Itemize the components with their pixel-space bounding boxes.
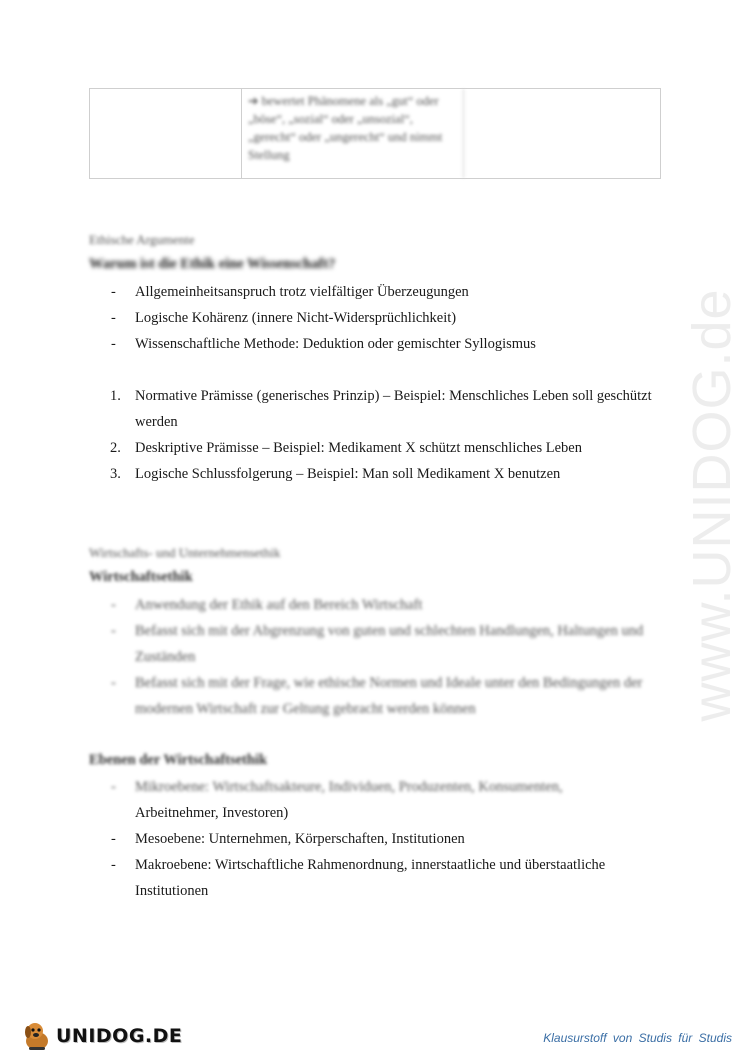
- list-item-text: Befasst sich mit der Abgrenzung von guten und schlechten Handlungen, Haltungen und Zuständen: [135, 623, 644, 665]
- list-item: [89, 670, 659, 722]
- list-item-text: Anwendung der Ethik auf den Bereich Wirtschaft: [135, 597, 423, 613]
- list-item-text: Normative Prämisse (generisches Prinzip) – Beispiel: Menschliches Leben soll geschützt werden: [135, 388, 652, 430]
- section-label-economy: Wirtschafts- und Unternehmensethik: [89, 545, 281, 560]
- dash-marker: -: [111, 831, 116, 847]
- dash-marker: -: [111, 779, 116, 795]
- heading-ethics-science: [89, 256, 335, 273]
- step-number: 1.: [110, 388, 121, 404]
- list-item: [89, 826, 659, 852]
- list-item: [89, 331, 659, 357]
- watermark: www.UNIDOG.de: [682, 288, 742, 722]
- list-item-text: Deskriptive Prämisse – Beispiel: Medikament X schützt menschliches Leben: [135, 440, 582, 456]
- dash-marker: -: [111, 675, 116, 691]
- list-item-text: Logische Schlussfolgerung – Beispiel: Man soll Medikament X benutzen: [135, 466, 561, 482]
- list-item-text: Mesoebene: Unternehmen, Körperschaften, Institutionen: [135, 831, 465, 847]
- dash-marker: -: [111, 857, 116, 873]
- dash-marker: -: [111, 597, 116, 613]
- step-number: 3.: [110, 466, 121, 482]
- step-number: 2.: [110, 440, 121, 456]
- dog-mascot-icon: [20, 1019, 54, 1053]
- dash-marker: -: [111, 336, 116, 352]
- list-item: [89, 852, 659, 904]
- list-item-text: Makroebene: Wirtschaftliche Rahmenordnung, innerstaatliche und überstaatliche Institutionen: [135, 857, 606, 899]
- section-label-ethics: Ethische Argumente: [89, 232, 195, 247]
- list-item: [89, 774, 659, 826]
- unidog-logo: [20, 1018, 182, 1054]
- syllogism-steps: [89, 383, 659, 487]
- list-item-text: Allgemeinheitsanspruch trotz vielfältiger Überzeugungen: [135, 284, 469, 300]
- list-item: [89, 279, 659, 305]
- ethics-bullet-list: [89, 279, 659, 357]
- list-item-text: Befasst sich mit der Frage, wie ethische Normen und Ideale unter den Bedingungen der modernen Wirtschaft zur Geltung gebracht werden können: [135, 675, 643, 717]
- table-cell-text-content: ➔ bewertet Phänomene als „gut“ oder „böse“, „sozial“ oder „unsozial“, „gerecht“ oder „ungerecht“ und nimmt Stellung: [248, 94, 443, 162]
- table-cell-empty: [90, 89, 242, 178]
- levels-bullet-list: [89, 774, 659, 904]
- economy-bullet-list: [89, 592, 659, 722]
- list-item-text: Arbeitnehmer, Investoren): [135, 805, 289, 821]
- heading-economic-ethics-levels: Ebenen der Wirtschaftsethik: [89, 752, 268, 768]
- dash-marker: -: [111, 284, 116, 300]
- table-fragment: [89, 88, 661, 179]
- dash-marker: -: [111, 310, 116, 326]
- list-item: [89, 305, 659, 331]
- table-cell-empty: [464, 89, 660, 178]
- list-item: [89, 618, 659, 670]
- list-item-text: Wissenschaftliche Methode: Deduktion oder gemischter Syllogismus: [135, 336, 536, 352]
- table-cell-text: [242, 89, 464, 178]
- list-item-text-blurred: Mikroebene: Wirtschaftsakteure, Individuen, Produzenten, Konsumenten,: [135, 779, 563, 795]
- footer-tagline: Klausurstoff von Studis für Studis: [543, 1031, 732, 1045]
- list-item: [89, 592, 659, 618]
- list-item: [89, 383, 659, 435]
- list-item: [89, 461, 659, 487]
- list-item: [89, 435, 659, 461]
- heading-economic-ethics: Wirtschaftsethik: [89, 569, 193, 585]
- heading-ethics-science-text: Warum ist die Ethik eine Wissenschaft?: [89, 256, 336, 272]
- dash-marker: -: [111, 623, 116, 639]
- logo-text: UNIDOG.DE: [56, 1025, 183, 1047]
- list-item-text: Logische Kohärenz (innere Nicht-Widersprüchlichkeit): [135, 310, 457, 326]
